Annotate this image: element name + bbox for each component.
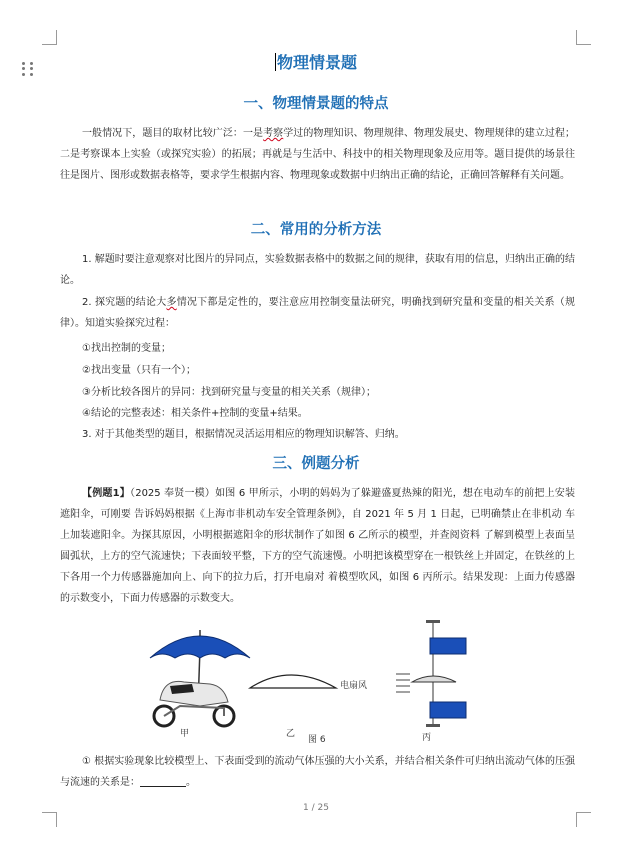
scooter-with-umbrella-icon	[150, 630, 250, 726]
text-cursor	[275, 53, 276, 71]
page-number: 1 / 25	[303, 803, 329, 813]
question-1: ① 根据实验现象比较模型上、下表面受到的流动气体压强的大小关系，并结合相关条件可归纳出流动气体的压强与流速的关系是： 。	[60, 756, 575, 788]
step-4: ④结论的完整表述：相关条件+控制的变量+结果。	[82, 408, 308, 419]
step-1: ①找出控制的变量；	[82, 343, 171, 354]
wind-tunnel-setup-icon	[396, 620, 466, 727]
figure-label-bing: 丙	[422, 733, 432, 743]
fan-wind-label: 电扇风	[340, 681, 368, 691]
section1-paragraph: 一般情况下，题目的取材比较广泛：一是考察学过的物理知识、物理规律、物理发展史、物理规律的建立过程；二是考察课本上实验（或探究实验）的拓展；再就是与生活中、科技中的相关物理现象及应用等。题目提供的场景往往是图片、图形或数据表格等，要求学生根据内容、物理现象或数据中归纳出正确的结论，正确回答解释有关问题。	[60, 128, 575, 181]
spellcheck-word[interactable]: 考察	[263, 128, 284, 139]
page-title[interactable]: 物理情景题	[276, 53, 357, 72]
page-corner-mark-top-right	[576, 30, 591, 45]
figure-6	[140, 620, 480, 745]
airfoil-model-icon	[250, 675, 336, 688]
method-item-1: 1. 解题时要注意观察对比图片的异同点，实验数据表格中的数据之间的规律，获取有用的信息，归纳出正确的结论。	[60, 254, 575, 286]
example-1-paragraph: 【例题1】（2025 奉贤一模）如图 6 甲所示，小明的妈妈为了躲避盛夏热辣的阳光，想在电动车的前把上安装遮阳伞，可刚要 告诉妈妈根据《上海市非机动车安全管理条例》，自 2021 年 5 月 1 日起，已明确禁止在非机动 车上加装遮阳伞。为探其原因，小明根据遮阳伞的形状制作了如图 6 乙所示的模型，并查阅资料 了解到模型上表面呈圆弧状，上方的空气流速快；下表面较平整，下方的空气流速慢。小明把该模型穿在一根铁丝上并固定，在铁丝的上下各用一个力传感器施加向上、向下的拉力后，打开电扇对 着模型吹风，如图 6 丙所示。结果发现：上面力传感器的示数变小，下面力传感器的示数变大。	[60, 488, 575, 604]
section2-heading: 二、常用的分析方法	[250, 222, 382, 238]
method-item-3: 3. 对于其他类型的题目，根据情况灵活运用相应的物理知识解答、归纳。	[82, 429, 405, 440]
section1-heading: 一、物理情景题的特点	[243, 96, 389, 112]
page-corner-mark-top-left	[42, 30, 57, 45]
step-2: ②找出变量（只有一个）；	[82, 365, 196, 376]
page-corner-mark-bottom-left	[42, 812, 57, 827]
page-corner-mark-bottom-right	[576, 812, 591, 827]
method-item-2: 2. 探究题的结论大多情况下都是定性的，要注意应用控制变量法研究，明确找到研究量和变量的相关关系（规律）。知道实验探究过程：	[60, 297, 575, 329]
figure-label-yi: 乙	[286, 729, 296, 739]
spellcheck-word[interactable]: 多	[166, 297, 177, 308]
section3-heading: 三、例题分析	[272, 456, 360, 472]
step-3: ③分析比较各图片的异同：找到研究量与变量的相关关系（规律）；	[82, 387, 376, 398]
figure-6-illustration	[140, 620, 480, 745]
figure-label-jia: 甲	[180, 729, 190, 739]
figure-caption: 图 6	[308, 735, 326, 745]
answer-blank[interactable]	[140, 776, 186, 787]
